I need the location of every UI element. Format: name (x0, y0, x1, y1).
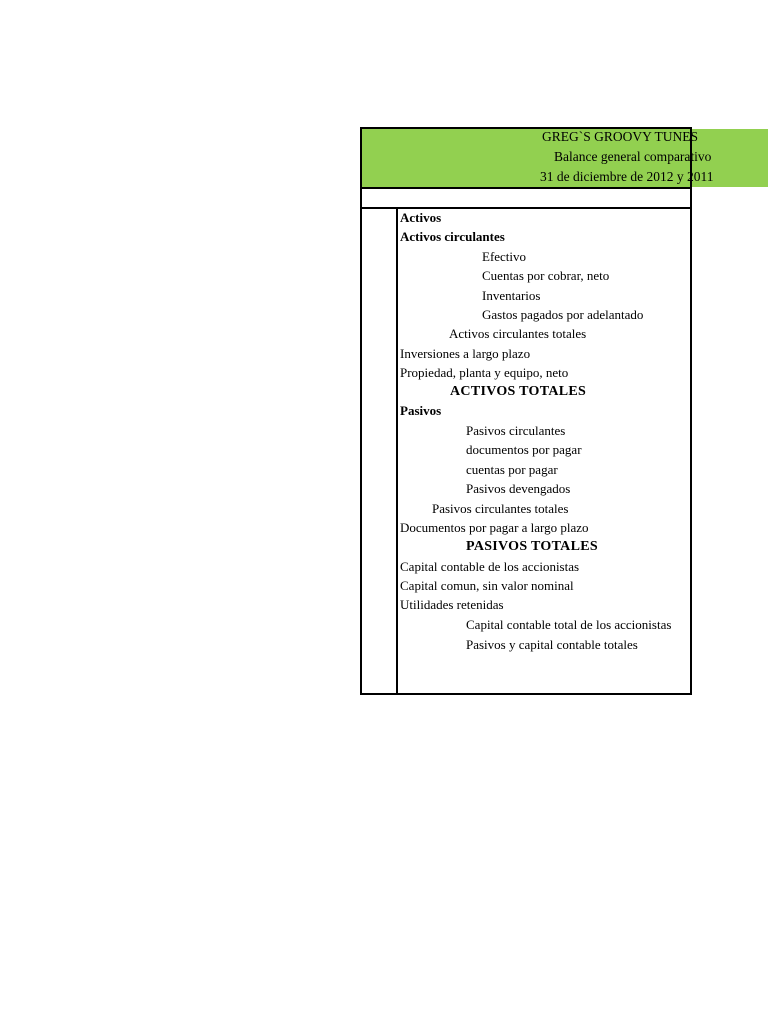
row-pasivos-y-capital: Pasivos y capital contable totales (466, 637, 638, 652)
column-divider (396, 207, 398, 695)
row-documentos-largo-plazo: Documentos por pagar a largo plazo (400, 520, 589, 535)
row-pasivos: Pasivos (400, 403, 442, 418)
row-inventarios: Inventarios (482, 288, 541, 303)
row-documentos-por-pagar: documentos por pagar (466, 442, 582, 457)
header-border (360, 127, 692, 189)
row-activos-circulantes-totales: Activos circulantes totales (449, 326, 587, 341)
row-gastos-pagados: Gastos pagados por adelantado (482, 307, 644, 322)
row-inversiones: Inversiones a largo plazo (400, 346, 531, 361)
row-pasivos-devengados: Pasivos devengados (466, 481, 571, 496)
row-activos-totales: ACTIVOS TOTALES (450, 384, 587, 399)
row-propiedad: Propiedad, planta y equipo, neto (400, 365, 569, 380)
row-pasivos-circulantes: Pasivos circulantes (466, 423, 566, 438)
statement-date: 31 de diciembre de 2012 y 2011 (540, 169, 714, 184)
row-pasivos-totales: PASIVOS TOTALES (466, 539, 598, 554)
row-pasivos-circulantes-totales: Pasivos circulantes totales (432, 501, 569, 516)
row-efectivo: Efectivo (482, 249, 527, 264)
row-capital-contable: Capital contable de los accionistas (400, 559, 580, 574)
row-capital-contable-total: Capital contable total de los accionistas (466, 617, 672, 632)
row-cuentas-por-pagar: cuentas por pagar (466, 462, 558, 477)
row-capital-comun: Capital comun, sin valor nominal (400, 578, 574, 593)
row-activos: Activos (400, 210, 442, 225)
company-name: GREG`S GROOVY TUNES (542, 129, 699, 144)
spacer-row (360, 187, 692, 209)
row-cuentas-por-cobrar: Cuentas por cobrar, neto (482, 268, 610, 283)
row-utilidades-retenidas: Utilidades retenidas (400, 597, 504, 612)
statement-title: Balance general comparativo (554, 149, 712, 164)
row-activos-circulantes: Activos circulantes (400, 229, 505, 244)
